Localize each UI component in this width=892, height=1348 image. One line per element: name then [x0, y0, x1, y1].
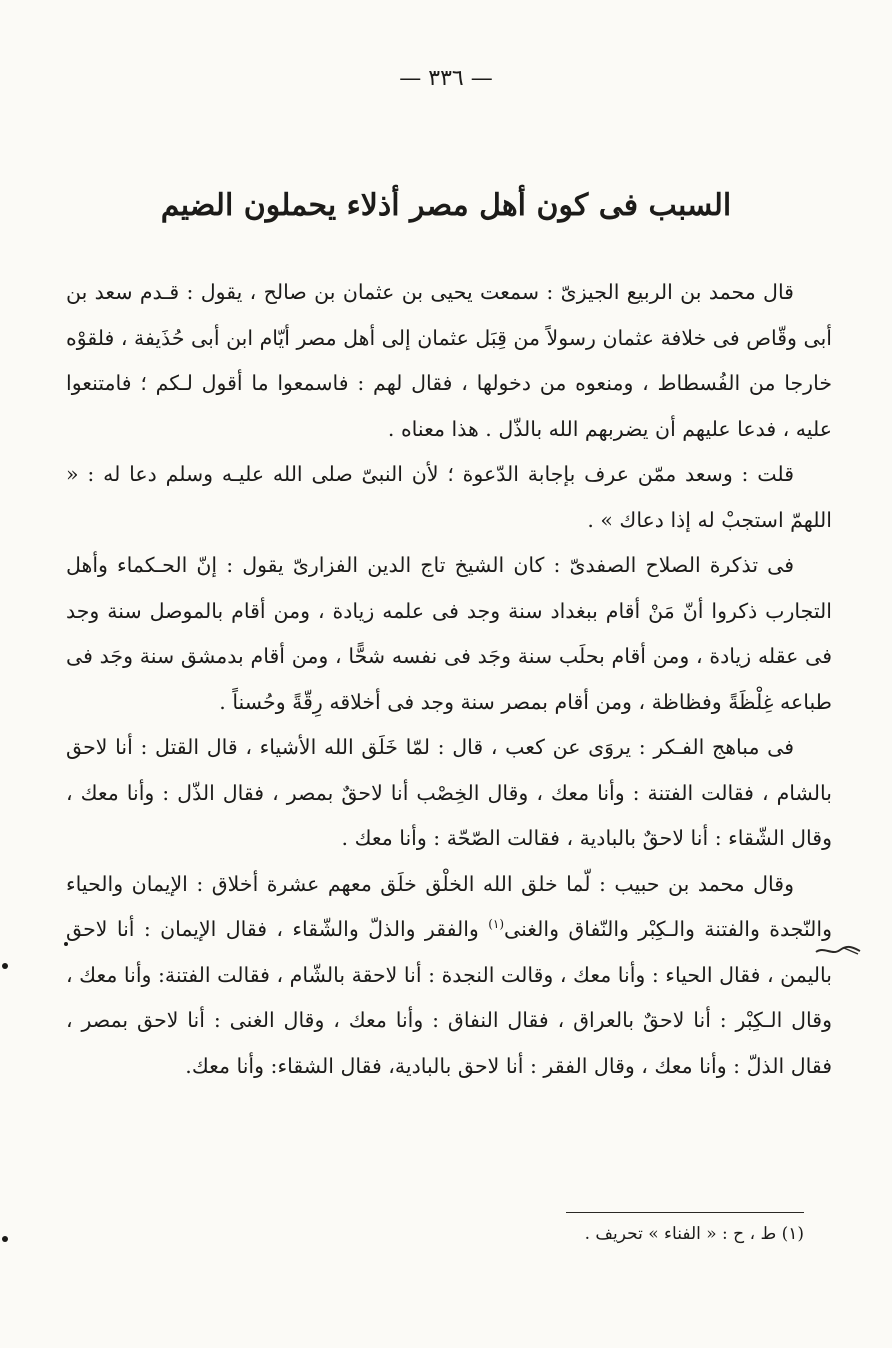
- paragraph-part: وقال محمد بن حبيب : لّما خلق الله الخلْق خلَق معهم عشرة أخلاق : الإيمان والحياء والنّجدة والفتنة والـكِبْر والنّفاق والغنى: [66, 871, 832, 941]
- paragraph: فى تذكرة الصلاح الصفدىّ : كان الشيخ تاج الدين الفزارىّ يقول : إنّ الحـكماء وأهل التجارب ذكروا أنّ مَنْ أقام ببغداد سنة وجد فى علمه زيادة ، ومن أقام بالموصل سنة وجد فى عقله زيادة ، ومن أقام بحلَب سنة وجَد فى نفسه شحًّا ، ومن أقام بدمشق سنة وجَد فى طباعه غِلْظَةً وفظاظة ، ومن أقام بمصر سنة وجد فى أخلاقه رِقّةً وحُسناً .: [66, 553, 832, 714]
- footnote-divider: [566, 1212, 804, 1213]
- page-number: — ٣٣٦ —: [399, 66, 493, 91]
- scan-speck-icon: [2, 963, 8, 969]
- footnote: (١) ط ، ح : « الفناء » تحريف .: [584, 1224, 804, 1244]
- paragraph-with-footnote: [66, 862, 832, 1090]
- scan-speck-icon: [64, 942, 68, 946]
- chapter-title: السبب فى كون أهل مصر أذلاء يحملون الضيم: [160, 188, 732, 223]
- margin-mark-icon: [814, 944, 862, 958]
- body-text: [66, 270, 832, 1089]
- paragraph: قلت : وسعد ممّن عرف بإجابة الدّعوة ؛ لأن النبىّ صلى الله عليـه وسلم دعا له : « اللهمّ استجبْ له إذا دعاك » .: [66, 462, 832, 532]
- scan-speck-icon: [2, 1236, 8, 1242]
- paragraph-part: والفقر والذلّ والشّقاء ، فقال الإيمان : أنا لاحق باليمن ، فقال الحياء : وأنا معك ، وقالت النجدة : أنا لاحقة بالشّام ، فقالت الفتنة: وأنا معك ، وقال الـكِبْر : أنا لاحقٌ بالعراق ، فقال النفاق : وأنا معك ، وقال الغنى : أنا لاحق بمصر ، فقال الذلّ : وأنا معك ، وقال الفقر : أنا لاحق بالبادية، فقال الشقاء: وأنا معك.: [66, 917, 832, 1078]
- paragraph: قال محمد بن الربيع الجيزىّ : سمعت يحيى بن عثمان بن صالح ، يقول : قـدم سعد بن أبى وقّاص فى خلافة عثمان رسولاً من قِبَل عثمان إلى أهل مصر أيّام ابن أبى حُذَيفة ، فلقوْه خارجا من الفُسطاط ، ومنعوه من دخولها ، فقال لهم : فاسمعوا ما أقول لـكم ؛ فامتنعوا عليه ، فدعا عليهم أن يضربهم الله بالذّل . هذا معناه .: [66, 280, 832, 441]
- paragraph: فى مباهج الفـكر : يروَى عن كعب ، قال : لمّا خَلَق الله الأشياء ، قال القتل : أنا لاحق بالشام ، فقالت الفتنة : وأنا معك ، وقال الخِصْب أنا لاحقٌ بمصر ، فقال الذّل : وأنا معك ، وقال الشّقاء : أنا لاحقٌ بالبادية ، فقالت الصّحّة : وأنا معك .: [66, 735, 832, 850]
- footnote-marker: (١): [488, 917, 505, 932]
